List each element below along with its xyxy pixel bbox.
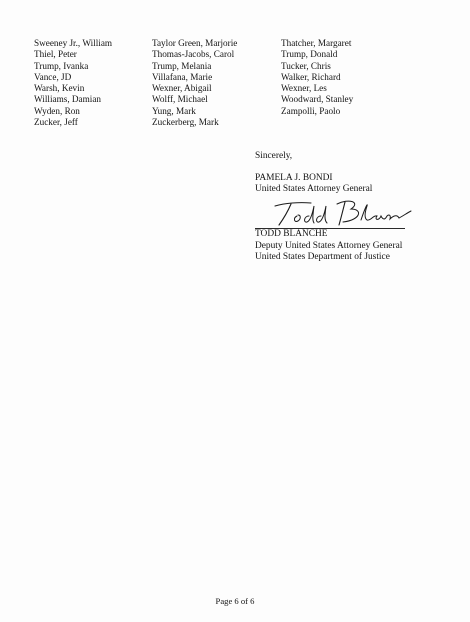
name-entry: Tucker, Chris [281,60,331,71]
name-entry: Zampolli, Paolo [281,105,341,116]
name-entry: Zuckerberg, Mark [152,117,219,128]
name-entry: Warsh, Kevin [34,83,85,94]
closing-salutation: Sincerely, [255,151,293,161]
name-entry: Wexner, Abigail [152,83,212,94]
name-entry: Trump, Ivanka [34,60,89,71]
signer-2-department: United States Department of Justice [255,252,390,263]
name-entry: Thatcher, Margaret [281,38,352,48]
name-entry: Thomas-Jacobs, Carol [152,49,235,60]
names-column-3 [281,38,353,117]
names-column-2 [152,38,237,128]
name-entry: Thiel, Peter [34,49,77,60]
name-entry: Zucker, Jeff [34,117,78,128]
name-entry: Williams, Damian [34,94,101,105]
closing-block [255,151,372,196]
page-number: Page 6 of 6 [215,596,255,606]
name-entry: Taylor Green, Marjorie [152,38,238,48]
signer-1-title: United States Attorney General [255,184,373,195]
name-entry: Yung, Mark [152,105,196,116]
names-column-1 [34,38,112,128]
signer-2-name: TODD BLANCHE [255,229,328,239]
name-entry: Vance, JD [34,71,72,82]
name-entry: Walker, Richard [281,71,341,82]
name-entry: Wolff, Michael [152,94,208,105]
signer-2-block [255,229,402,264]
name-entry: Villafana, Marie [152,71,213,82]
signer-2-title: Deputy United States Attorney General [255,240,403,251]
signer-1-name: PAMELA J. BONDI [255,172,333,183]
name-entry: Trump, Melania [152,60,212,71]
name-entry: Trump, Donald [281,49,338,60]
name-entry: Woodward, Stanley [281,94,354,105]
signer-1-block [255,173,372,196]
name-entry: Wexner, Les [281,83,327,94]
handwritten-signature [257,194,417,230]
name-entry: Wyden, Ron [34,105,80,116]
name-entry: Sweeney Jr., William [34,38,113,48]
